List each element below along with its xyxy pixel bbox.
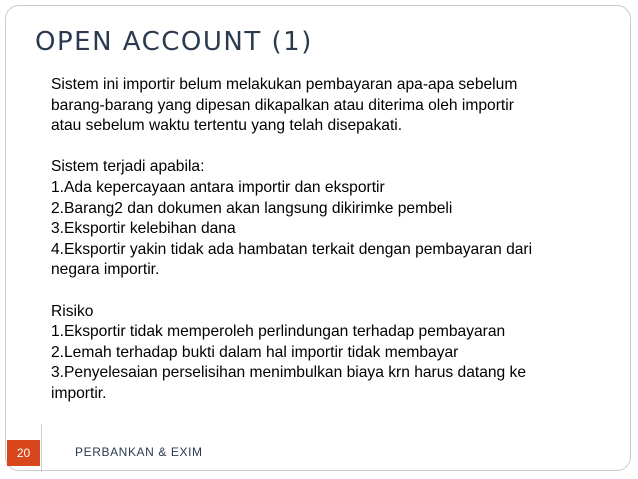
footer-divider <box>41 424 42 472</box>
paragraph-line: atau sebelum waktu tertentu yang telah disepakati. <box>51 117 403 135</box>
page-number-badge: 20 <box>7 440 40 466</box>
condition-item: 4.Eksportir yakin tidak ada hambatan terkait dengan pembayaran dari <box>51 240 533 258</box>
condition-item: 3.Eksportir kelebihan dana <box>51 220 236 238</box>
conditions-heading: Sistem terjadi apabila: <box>51 158 205 176</box>
slide-title: OPEN ACCOUNT (1) <box>35 27 313 57</box>
paragraph-line: barang-barang yang dipesan dikapalkan atau diterima oleh importir <box>51 96 514 114</box>
condition-item: 2.Barang2 dan dokumen akan langsung dikirimke pembeli <box>51 199 453 217</box>
risks-heading: Risiko <box>51 302 94 320</box>
spacer <box>51 281 611 302</box>
paragraph-line: Sistem ini importir belum melakukan pembayaran apa-apa sebelum <box>51 76 518 93</box>
risk-item: importir. <box>51 384 107 402</box>
condition-item: 1.Ada kepercayaan antara importir dan eksportir <box>51 178 385 196</box>
slide-body <box>51 75 611 405</box>
risk-item: 2.Lemah terhadap bukti dalam hal importir tidak membayar <box>51 343 459 361</box>
spacer <box>51 137 611 158</box>
condition-item: negara importir. <box>51 261 160 279</box>
risk-item: 1.Eksportir tidak memperoleh perlindungan terhadap pembayaran <box>51 323 506 341</box>
footer-label: PERBANKAN & EXIM <box>75 445 203 459</box>
risk-item: 3.Penyelesaian perselisihan menimbulkan biaya krn harus datang ke <box>51 364 527 382</box>
